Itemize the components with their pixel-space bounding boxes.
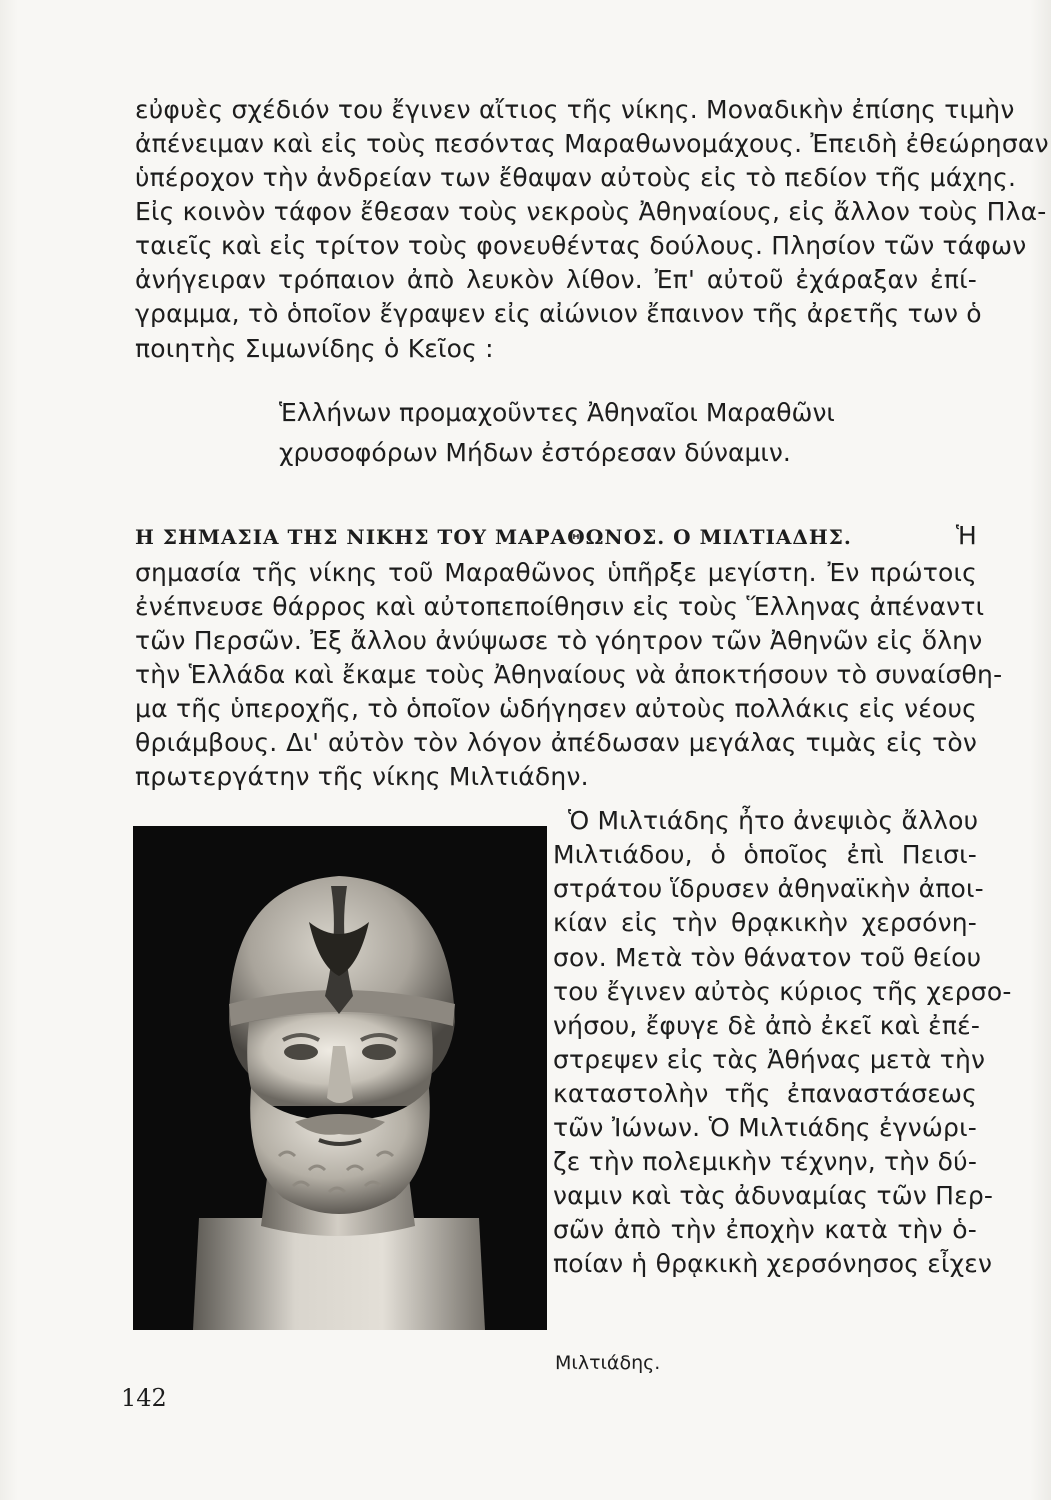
- paragraph-start: Ἡ: [955, 521, 977, 550]
- column-line: του ἔγινεν αὐτὸς κύριος τῆς χερσο-: [553, 977, 1012, 1006]
- column-line: στρεψεν εἰς τὰς Ἀθήνας μετὰ τὴν: [553, 1045, 986, 1074]
- text-line: σημασία τῆς νίκης τοῦ Μαραθῶνος ὑπῆρξε μεγίστη. Ἐν πρώτοις: [135, 558, 977, 587]
- text-line: ἀπένειμαν καὶ εἰς τοὺς πεσόντας Μαραθωνομάχους. Ἐπειδὴ ἐθεώρησαν: [135, 129, 1049, 158]
- text-line: τῶν Περσῶν. Ἐξ ἄλλου ἀνύψωσε τὸ γόητρον τῶν Ἀθηνῶν εἰς ὅλην: [135, 626, 983, 655]
- text-line: ἀνήγειραν τρόπαιον ἀπὸ λευκὸν λίθον. Ἐπ' αὐτοῦ ἐχάραξαν ἐπί-: [135, 265, 977, 294]
- miltiades-bust-photo: [133, 826, 547, 1330]
- section-heading: Η ΣΗΜΑΣΙΑ ΤΗΣ ΝΙΚΗΣ ΤΟΥ ΜΑΡΑΘΩΝΟΣ. Ο ΜΙΛΤΙΑΔΗΣ.: [135, 525, 852, 549]
- section-heading-line: [135, 519, 977, 554]
- column-line: στράτου ἵδρυσεν ἀθηναϊκὴν ἀποι-: [553, 874, 984, 903]
- text-line: εὐφυὲς σχέδιόν του ἔγινεν αἴτιος τῆς νίκης. Μοναδικὴν ἐπίσης τιμὴν: [135, 95, 1015, 124]
- epigram-line: χρυσοφόρων Μήδων ἐστόρεσαν δύναμιν.: [279, 438, 791, 467]
- column-line: τῶν Ἰώνων. Ὁ Μιλτιάδης ἐγνώρι-: [553, 1113, 977, 1142]
- text-line: Εἰς κοινὸν τάφον ἔθεσαν τοὺς νεκροὺς Ἀθηναίους, εἰς ἄλλον τοὺς Πλα-: [135, 197, 1047, 226]
- column-line: νήσου, ἔφυγε δὲ ἀπὸ ἐκεῖ καὶ ἐπέ-: [553, 1011, 981, 1040]
- column-line: σον. Μετὰ τὸν θάνατον τοῦ θείου: [553, 943, 982, 972]
- text-line: μα τῆς ὑπεροχῆς, τὸ ὁποῖον ὡδήγησεν αὐτοὺς πολλάκις εἰς νέους: [135, 694, 977, 723]
- text-line: ὑπέροχον τὴν ἀνδρείαν των ἔθαψαν αὐτοὺς εἰς τὸ πεδίον τῆς μάχης.: [135, 163, 1017, 192]
- column-line: σῶν ἀπὸ τὴν ἐποχὴν κατὰ τὴν ὁ-: [553, 1215, 977, 1244]
- column-line: Μιλτιάδου, ὁ ὁποῖος ἐπὶ Πεισι-: [553, 840, 977, 869]
- column-line: κίαν εἰς τὴν θρᾳκικὴν χερσόνη-: [553, 908, 977, 937]
- text-line: τὴν Ἑλλάδα καὶ ἔκαμε τοὺς Ἀθηναίους νὰ ἀποκτήσουν τὸ συναίσθη-: [135, 660, 1003, 689]
- bust-illustration: [133, 826, 547, 1330]
- text-line: θριάμβους. Δι' αὐτὸν τὸν λόγον ἀπέδωσαν μεγάλας τιμὰς εἰς τὸν: [135, 728, 977, 757]
- text-line: πρωτεργάτην τῆς νίκης Μιλτιάδην.: [135, 762, 589, 791]
- text-line: γραμμα, τὸ ὁποῖον ἔγραψεν εἰς αἰώνιον ἔπαινον τῆς ἀρετῆς των ὁ: [135, 299, 982, 328]
- column-line: καταστολὴν τῆς ἐπαναστάσεως: [553, 1079, 977, 1108]
- text-line: ταιεῖς καὶ εἰς τρίτον τοὺς φονευθέντας δούλους. Πλησίον τῶν τάφων: [135, 231, 1027, 260]
- column-line: ποίαν ἡ θρᾳκικὴ χερσόνησος εἶχεν: [553, 1249, 993, 1278]
- text-line: ἐνέπνευσε θάρρος καὶ αὐτοπεποίθησιν εἰς τοὺς Ἕλληνας ἀπέναντι: [135, 592, 985, 621]
- photo-caption: Μιλτιάδης.: [555, 1352, 661, 1374]
- column-line: ναμιν καὶ τὰς ἀδυναμίας τῶν Περ-: [553, 1181, 994, 1210]
- page-number: 142: [121, 1384, 167, 1412]
- column-line: ζε τὴν πολεμικὴν τέχνην, τὴν δύ-: [553, 1147, 978, 1176]
- epigram-line: Ἑλλήνων προμαχοῦντες Ἀθηναῖοι Μαραθῶνι: [279, 398, 835, 427]
- text-line: ποιητὴς Σιμωνίδης ὁ Κεῖος :: [135, 334, 494, 363]
- column-line: Ὁ Μιλτιάδης ἦτο ἀνεψιὸς ἄλλου: [568, 806, 979, 835]
